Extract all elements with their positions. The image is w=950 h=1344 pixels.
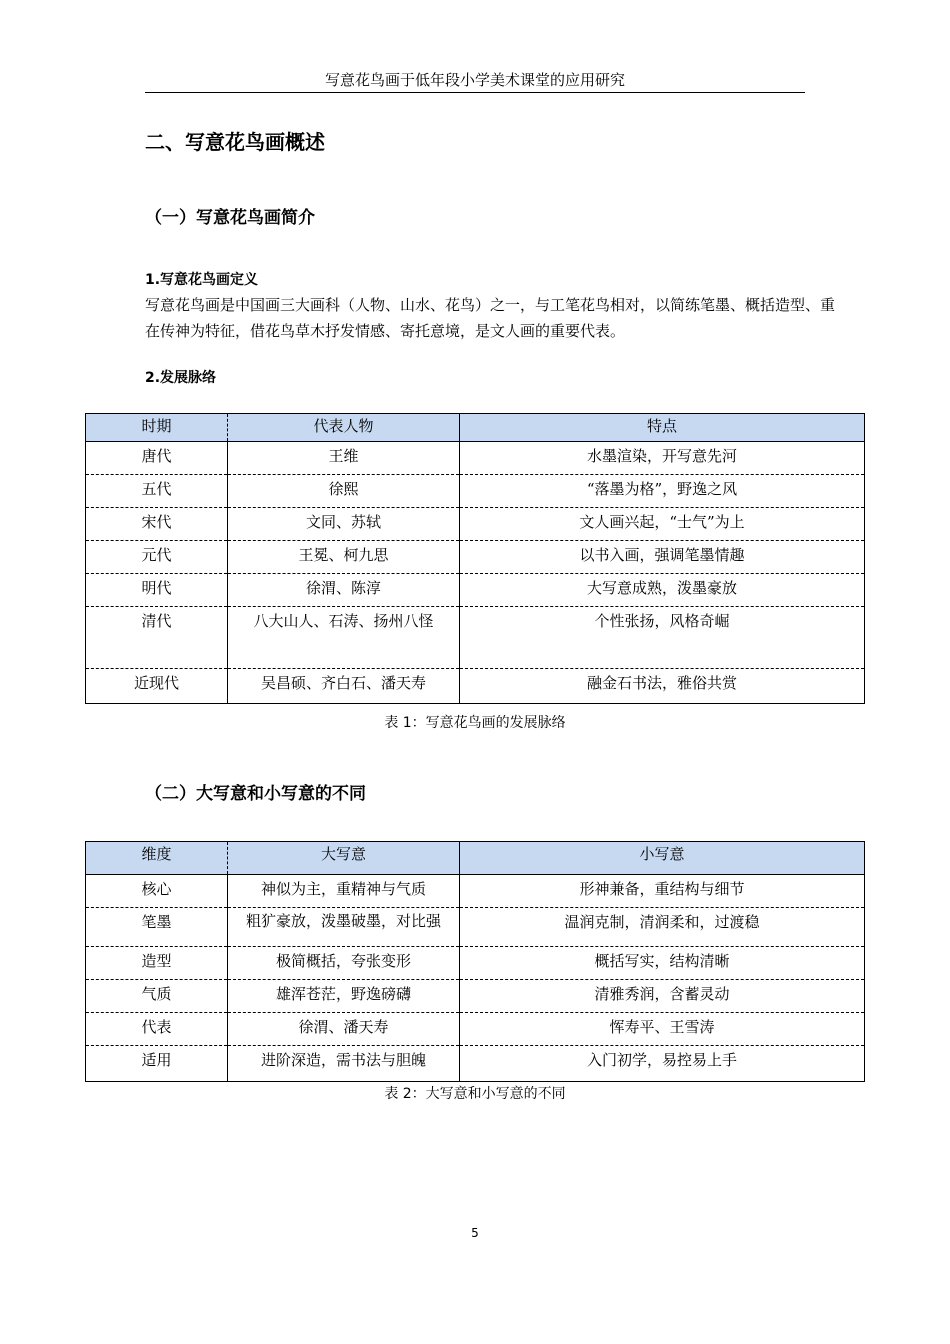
table-cell: 唐代 (86, 442, 228, 475)
table-cell: 明代 (86, 574, 228, 607)
table-cell: 清代 (86, 607, 228, 669)
table-cell: 气质 (86, 980, 228, 1013)
table-cell: 清雅秀润，含蓄灵动 (460, 980, 865, 1013)
table-cell: 粗犷豪放，泼墨破墨，对比强 (228, 908, 460, 947)
table-row (86, 442, 865, 475)
column-header-big-xieyi: 大写意 (228, 842, 460, 875)
table-cell: 徐渭、陈淳 (228, 574, 460, 607)
table-cell: 代表 (86, 1013, 228, 1046)
table-row (86, 607, 865, 669)
table-row (86, 574, 865, 607)
definition-heading: 1.写意花鸟画定义 (145, 272, 259, 288)
column-header-dimension: 维度 (86, 842, 228, 875)
table-row (86, 1046, 865, 1082)
page-number: 5 (471, 1226, 479, 1240)
table-row (86, 947, 865, 980)
table-cell: 王冕、柯九思 (228, 541, 460, 574)
table-cell: 概括写实，结构清晰 (460, 947, 865, 980)
table-cell: 神似为主，重精神与气质 (228, 875, 460, 908)
table-cell: 极简概括，夸张变形 (228, 947, 460, 980)
table-row (86, 875, 865, 908)
table-cell: 温润克制，清润柔和，过渡稳 (460, 908, 865, 947)
table-cell: 文人画兴起，“士气”为上 (460, 508, 865, 541)
table-cell: 吴昌硕、齐白石、潘天寿 (228, 669, 460, 704)
table-cell: 宋代 (86, 508, 228, 541)
table-cell: 笔墨 (86, 908, 228, 947)
table-cell: 王维 (228, 442, 460, 475)
table-row (86, 475, 865, 508)
header-rule (145, 92, 805, 93)
table-cell: 恽寿平、王雪涛 (460, 1013, 865, 1046)
table-cell: 融金石书法，雅俗共赏 (460, 669, 865, 704)
table-cell: 五代 (86, 475, 228, 508)
table-row (86, 669, 865, 704)
comparison-table (85, 841, 865, 1082)
definition-paragraph: 写意花鸟画是中国画三大画科（人物、山水、花鸟）之一，与工笔花鸟相对，以简练笔墨、概括造型、重在传神为特征，借花鸟草木抒发情感、寄托意境，是文人画的重要代表。 (145, 296, 836, 340)
development-heading: 2.发展脉络 (145, 370, 217, 386)
table-cell: 适用 (86, 1046, 228, 1082)
column-header-artists: 代表人物 (228, 414, 460, 442)
subsection-title-intro: （一）写意花鸟画简介 (145, 208, 315, 228)
table-cell: 近现代 (86, 669, 228, 704)
table-cell: 造型 (86, 947, 228, 980)
table-cell: 雄浑苍茫，野逸磅礴 (228, 980, 460, 1013)
subsection-title-comparison: （二）大写意和小写意的不同 (145, 784, 366, 804)
table-cell: 以书入画，强调笔墨情趣 (460, 541, 865, 574)
table-caption-2: 表 2：大写意和小写意的不同 (384, 1086, 566, 1102)
table-cell: 核心 (86, 875, 228, 908)
table-cell: 进阶深造，需书法与胆魄 (228, 1046, 460, 1082)
column-header-small-xieyi: 小写意 (460, 842, 865, 875)
column-header-features: 特点 (460, 414, 865, 442)
table-row (86, 508, 865, 541)
table-cell: 水墨渲染，开写意先河 (460, 442, 865, 475)
table-header-row (86, 842, 865, 875)
table-caption-1: 表 1：写意花鸟画的发展脉络 (384, 715, 566, 731)
table-cell: 徐熙 (228, 475, 460, 508)
development-table (85, 413, 865, 704)
table-cell: 入门初学，易控易上手 (460, 1046, 865, 1082)
table-cell: 大写意成熟，泼墨豪放 (460, 574, 865, 607)
table-cell: 文同、苏轼 (228, 508, 460, 541)
running-header: 写意花鸟画于低年段小学美术课堂的应用研究 (324, 71, 625, 89)
table-cell: 形神兼备，重结构与细节 (460, 875, 865, 908)
table-row (86, 980, 865, 1013)
table-cell: “落墨为格”，野逸之风 (460, 475, 865, 508)
table-cell: 徐渭、潘天寿 (228, 1013, 460, 1046)
table-cell: 八大山人、石涛、扬州八怪 (228, 607, 460, 669)
table-row (86, 908, 865, 947)
table-cell: 个性张扬，风格奇崛 (460, 607, 865, 669)
section-title: 二、写意花鸟画概述 (145, 130, 325, 154)
table-header-row (86, 414, 865, 442)
column-header-period: 时期 (86, 414, 228, 442)
table-row (86, 541, 865, 574)
table-row (86, 1013, 865, 1046)
table-cell: 元代 (86, 541, 228, 574)
